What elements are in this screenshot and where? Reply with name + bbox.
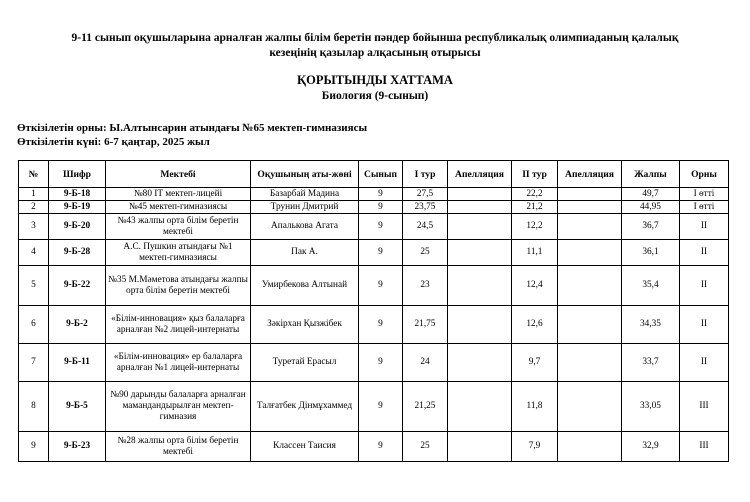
cell-grade: 9 [359,432,403,462]
cell-round1: 25 [403,240,448,266]
cell-round2: 22,2 [512,188,558,201]
cell-grade: 9 [359,201,403,214]
cell-appeal1 [448,432,512,462]
table-row [19,240,729,266]
col-header-round1: I тур [403,161,448,188]
cell-round1: 24,5 [403,214,448,240]
olympiad-title-line-1: 9-11 сынып оқушыларына арналған жалпы білім беретін пәндер бойынша республикалық олимпиаданың қалалық [71,32,679,44]
table-row [19,306,729,344]
date-line: Өткізілетін күні: 6-7 қаңтар, 2025 жыл [17,136,210,148]
col-header-total: Жалпы [622,161,680,188]
cell-code: 9-Б-28 [49,240,106,266]
cell-round2: 21,2 [512,201,558,214]
cell-student: Талғатбек Дінмұхаммед [251,382,359,432]
cell-appeal2 [558,201,622,214]
cell-grade: 9 [359,344,403,382]
cell-student: Трунин Дмитрий [251,201,359,214]
cell-grade: 9 [359,188,403,201]
cell-appeal2 [558,214,622,240]
cell-place: III [680,432,729,462]
cell-total: 49,7 [622,188,680,201]
cell-no: 9 [19,432,49,462]
col-header-appeal1: Апелляция [448,161,512,188]
cell-place: I өтті [680,188,729,201]
col-header-code: Шифр [49,161,106,188]
cell-code: 9-Б-23 [49,432,106,462]
cell-student: Туретай Ерасыл [251,344,359,382]
cell-grade: 9 [359,240,403,266]
table-header-row [19,161,729,188]
cell-place: I өтті [680,201,729,214]
cell-grade: 9 [359,306,403,344]
cell-round1: 21,75 [403,306,448,344]
cell-round1: 27,5 [403,188,448,201]
cell-student: Базарбай Мадина [251,188,359,201]
cell-no: 3 [19,214,49,240]
cell-no: 8 [19,382,49,432]
cell-appeal2 [558,432,622,462]
cell-total: 34,35 [622,306,680,344]
cell-place: II [680,306,729,344]
cell-no: 7 [19,344,49,382]
col-header-school: Мектебі [106,161,251,188]
cell-appeal1 [448,266,512,306]
col-header-round2: II тур [512,161,558,188]
cell-school: №45 мектеп-гимназиясы [106,201,251,214]
cell-school: №43 жалпы орта білім беретін мектебі [106,214,251,240]
cell-school: №90 дарынды балаларға арналған мамандандырылған мектеп-гимназия [106,382,251,432]
table-row [19,266,729,306]
col-header-grade: Сынып [359,161,403,188]
cell-no: 5 [19,266,49,306]
cell-appeal1 [448,382,512,432]
cell-code: 9-Б-2 [49,306,106,344]
cell-round2: 12,2 [512,214,558,240]
cell-total: 44,95 [622,201,680,214]
cell-round1: 23 [403,266,448,306]
cell-student: Апалькова Агата [251,214,359,240]
col-header-appeal2: Апелляция [558,161,622,188]
cell-place: II [680,266,729,306]
cell-round2: 11,1 [512,240,558,266]
cell-code: 9-Б-5 [49,382,106,432]
cell-total: 33,05 [622,382,680,432]
cell-grade: 9 [359,214,403,240]
cell-appeal2 [558,188,622,201]
cell-appeal1 [448,240,512,266]
cell-appeal1 [448,214,512,240]
cell-total: 32,9 [622,432,680,462]
olympiad-title-line-2: кезеңінің қазылар алқасының отырысы [269,47,481,59]
cell-student: Пак А. [251,240,359,266]
cell-appeal1 [448,344,512,382]
cell-grade: 9 [359,266,403,306]
cell-school: А.С. Пушкин атындағы №1 мектеп-гимназиясы [106,240,251,266]
cell-place: III [680,382,729,432]
cell-no: 2 [19,201,49,214]
cell-round2: 12,6 [512,306,558,344]
cell-round2: 11,8 [512,382,558,432]
cell-place: II [680,240,729,266]
col-header-place: Орны [680,161,729,188]
cell-round1: 25 [403,432,448,462]
cell-code: 9-Б-19 [49,201,106,214]
cell-appeal2 [558,344,622,382]
cell-place: II [680,344,729,382]
cell-school: №80 IT мектеп-лицейі [106,188,251,201]
cell-round1: 21,25 [403,382,448,432]
col-header-student: Оқушының аты-жөні [251,161,359,188]
cell-school: №28 жалпы орта білім беретін мектебі [106,432,251,462]
cell-appeal2 [558,240,622,266]
venue-line: Өткізілетін орны: Ы.Алтынсарин атындағы №65 мектеп-гимназиясы [17,122,368,134]
protocol-title: ҚОРЫТЫНДЫ ХАТТАМА [297,73,453,87]
cell-school: «Білім-инновация» қыз балаларға арналған №2 лицей-интернаты [106,306,251,344]
cell-appeal1 [448,306,512,344]
table-row [19,214,729,240]
cell-student: Зәкірхан Қызжібек [251,306,359,344]
cell-appeal2 [558,306,622,344]
col-header-no: № [19,161,49,188]
cell-round2: 7,9 [512,432,558,462]
cell-round2: 9,7 [512,344,558,382]
cell-no: 1 [19,188,49,201]
cell-total: 33,7 [622,344,680,382]
cell-grade: 9 [359,382,403,432]
cell-school: «Білім-инновация» ер балаларға арналған №1 лицей-интернаты [106,344,251,382]
cell-appeal1 [448,201,512,214]
cell-appeal1 [448,188,512,201]
cell-code: 9-Б-18 [49,188,106,201]
cell-code: 9-Б-11 [49,344,106,382]
cell-place: II [680,214,729,240]
cell-appeal2 [558,382,622,432]
cell-code: 9-Б-22 [49,266,106,306]
cell-no: 6 [19,306,49,344]
cell-student: Классен Таисия [251,432,359,462]
cell-appeal2 [558,266,622,306]
subject-title: Биология (9-сынып) [321,90,429,102]
cell-no: 4 [19,240,49,266]
cell-total: 36,7 [622,214,680,240]
cell-round2: 12,4 [512,266,558,306]
cell-round1: 24 [403,344,448,382]
cell-student: Умирбекова Алтынай [251,266,359,306]
table-row [19,382,729,432]
cell-round1: 23,75 [403,201,448,214]
table-row [19,188,729,201]
table-row [19,201,729,214]
table-row [19,344,729,382]
results-table [18,160,729,462]
cell-total: 35,4 [622,266,680,306]
cell-code: 9-Б-20 [49,214,106,240]
table-row [19,432,729,462]
cell-total: 36,1 [622,240,680,266]
cell-school: №35 М.Мәметова атындағы жалпы орта білім беретін мектебі [106,266,251,306]
